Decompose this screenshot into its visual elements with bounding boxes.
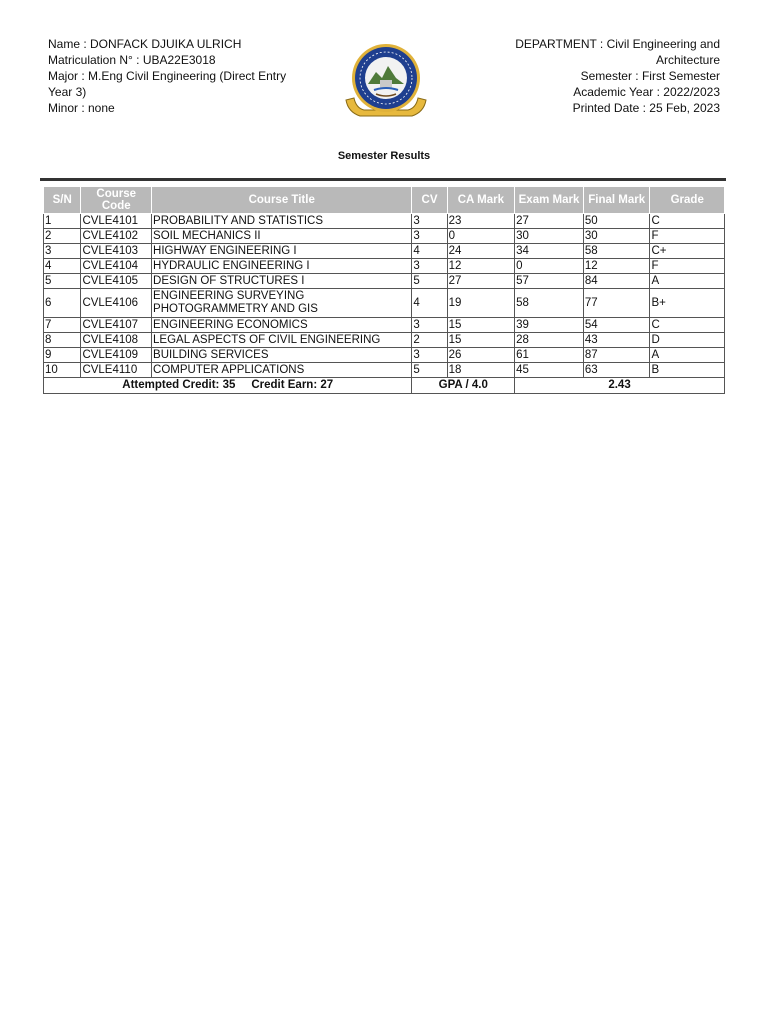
cell-title: PROBABILITY AND STATISTICS — [152, 214, 412, 229]
cell-final: 30 — [583, 229, 650, 244]
cell-title: BUILDING SERVICES — [152, 348, 412, 363]
cell-cv: 4 — [412, 244, 447, 259]
header-final-mark: Final Mark — [583, 187, 650, 214]
cell-final: 54 — [583, 318, 650, 333]
cell-cv: 3 — [412, 318, 447, 333]
cell-cv: 3 — [412, 259, 447, 274]
header-cv: CV — [412, 187, 447, 214]
cell-code: CVLE4108 — [81, 333, 152, 348]
cell-ca: 19 — [447, 289, 514, 318]
cell-title: ENGINEERING ECONOMICS — [152, 318, 412, 333]
cell-sn: 5 — [44, 274, 81, 289]
credits-summary: Attempted Credit: 35 Credit Earn: 27 — [44, 378, 412, 394]
cell-ca: 23 — [447, 214, 514, 229]
cell-sn: 7 — [44, 318, 81, 333]
cell-final: 63 — [583, 363, 650, 378]
cell-ca: 26 — [447, 348, 514, 363]
student-info — [48, 36, 288, 116]
cell-final: 50 — [583, 214, 650, 229]
cell-cv: 2 — [412, 333, 447, 348]
cell-sn: 10 — [44, 363, 81, 378]
academic-year: Academic Year : 2022/2023 — [573, 85, 720, 99]
cell-code: CVLE4110 — [81, 363, 152, 378]
cell-title: HYDRAULIC ENGINEERING I — [152, 259, 412, 274]
cell-sn: 4 — [44, 259, 81, 274]
header-ca-mark: CA Mark — [447, 187, 514, 214]
cell-code: CVLE4105 — [81, 274, 152, 289]
table-row — [44, 363, 725, 378]
cell-final: 58 — [583, 244, 650, 259]
cell-ca: 0 — [447, 229, 514, 244]
table-row — [44, 289, 725, 318]
header-exam-mark: Exam Mark — [515, 187, 584, 214]
cell-grade: C — [650, 214, 725, 229]
table-row — [44, 244, 725, 259]
cell-code: CVLE4102 — [81, 229, 152, 244]
cell-final: 43 — [583, 333, 650, 348]
table-row — [44, 274, 725, 289]
table-row — [44, 259, 725, 274]
header-sn: S/N — [44, 187, 81, 214]
table-footer-row — [44, 378, 725, 394]
cell-cv: 4 — [412, 289, 447, 318]
matriculation-number: Matriculation N° : UBA22E3018 — [48, 53, 216, 67]
cell-grade: F — [650, 229, 725, 244]
cell-exam: 28 — [515, 333, 584, 348]
cell-ca: 18 — [447, 363, 514, 378]
semester: Semester : First Semester — [580, 69, 720, 83]
printed-date: Printed Date : 25 Feb, 2023 — [572, 101, 720, 115]
cell-ca: 27 — [447, 274, 514, 289]
cell-exam: 45 — [515, 363, 584, 378]
cell-final: 87 — [583, 348, 650, 363]
cell-sn: 3 — [44, 244, 81, 259]
cell-code: CVLE4106 — [81, 289, 152, 318]
header-grade: Grade — [650, 187, 725, 214]
cell-code: CVLE4101 — [81, 214, 152, 229]
divider — [40, 178, 726, 181]
cell-code: CVLE4104 — [81, 259, 152, 274]
student-name: Name : DONFACK DJUIKA ULRICH — [48, 37, 242, 51]
table-row — [44, 318, 725, 333]
cell-cv: 3 — [412, 229, 447, 244]
cell-cv: 3 — [412, 214, 447, 229]
gpa-value: 2.43 — [515, 378, 725, 394]
cell-title: SOIL MECHANICS II — [152, 229, 412, 244]
cell-grade: A — [650, 348, 725, 363]
cell-exam: 0 — [515, 259, 584, 274]
gpa-label: GPA / 4.0 — [412, 378, 515, 394]
header-course-code: Course Code — [81, 187, 152, 214]
cell-title: HIGHWAY ENGINEERING I — [152, 244, 412, 259]
major: Major : M.Eng Civil Engineering (Direct Entry Year 3) — [48, 69, 287, 99]
cell-final: 12 — [583, 259, 650, 274]
document-meta — [460, 36, 720, 116]
cell-code: CVLE4103 — [81, 244, 152, 259]
cell-ca: 24 — [447, 244, 514, 259]
results-table — [43, 186, 725, 394]
cell-exam: 61 — [515, 348, 584, 363]
cell-ca: 12 — [447, 259, 514, 274]
university-seal-icon — [338, 38, 434, 124]
cell-code: CVLE4109 — [81, 348, 152, 363]
header-course-title: Course Title — [152, 187, 412, 214]
cell-grade: B — [650, 363, 725, 378]
table-row — [44, 229, 725, 244]
cell-sn: 1 — [44, 214, 81, 229]
cell-exam: 27 — [515, 214, 584, 229]
cell-ca: 15 — [447, 333, 514, 348]
cell-ca: 15 — [447, 318, 514, 333]
table-header-row — [44, 187, 725, 214]
table-row — [44, 333, 725, 348]
cell-sn: 6 — [44, 289, 81, 318]
cell-title: DESIGN OF STRUCTURES I — [152, 274, 412, 289]
page-title: Semester Results — [337, 150, 431, 162]
cell-grade: C+ — [650, 244, 725, 259]
table-row — [44, 348, 725, 363]
cell-sn: 2 — [44, 229, 81, 244]
cell-title: COMPUTER APPLICATIONS — [152, 363, 412, 378]
cell-grade: D — [650, 333, 725, 348]
minor: Minor : none — [48, 101, 115, 115]
cell-grade: B+ — [650, 289, 725, 318]
cell-sn: 8 — [44, 333, 81, 348]
cell-cv: 5 — [412, 363, 447, 378]
cell-grade: F — [650, 259, 725, 274]
cell-sn: 9 — [44, 348, 81, 363]
cell-final: 77 — [583, 289, 650, 318]
cell-grade: A — [650, 274, 725, 289]
cell-code: CVLE4107 — [81, 318, 152, 333]
cell-exam: 58 — [515, 289, 584, 318]
cell-title: LEGAL ASPECTS OF CIVIL ENGINEERING — [152, 333, 412, 348]
cell-cv: 5 — [412, 274, 447, 289]
department: DEPARTMENT : Civil Engineering and Architecture — [515, 37, 720, 67]
cell-cv: 3 — [412, 348, 447, 363]
table-row — [44, 214, 725, 229]
cell-exam: 39 — [515, 318, 584, 333]
cell-grade: C — [650, 318, 725, 333]
cell-title: ENGINEERING SURVEYING PHOTOGRAMMETRY AND GIS — [152, 289, 412, 318]
cell-exam: 34 — [515, 244, 584, 259]
cell-exam: 57 — [515, 274, 584, 289]
cell-final: 84 — [583, 274, 650, 289]
cell-exam: 30 — [515, 229, 584, 244]
